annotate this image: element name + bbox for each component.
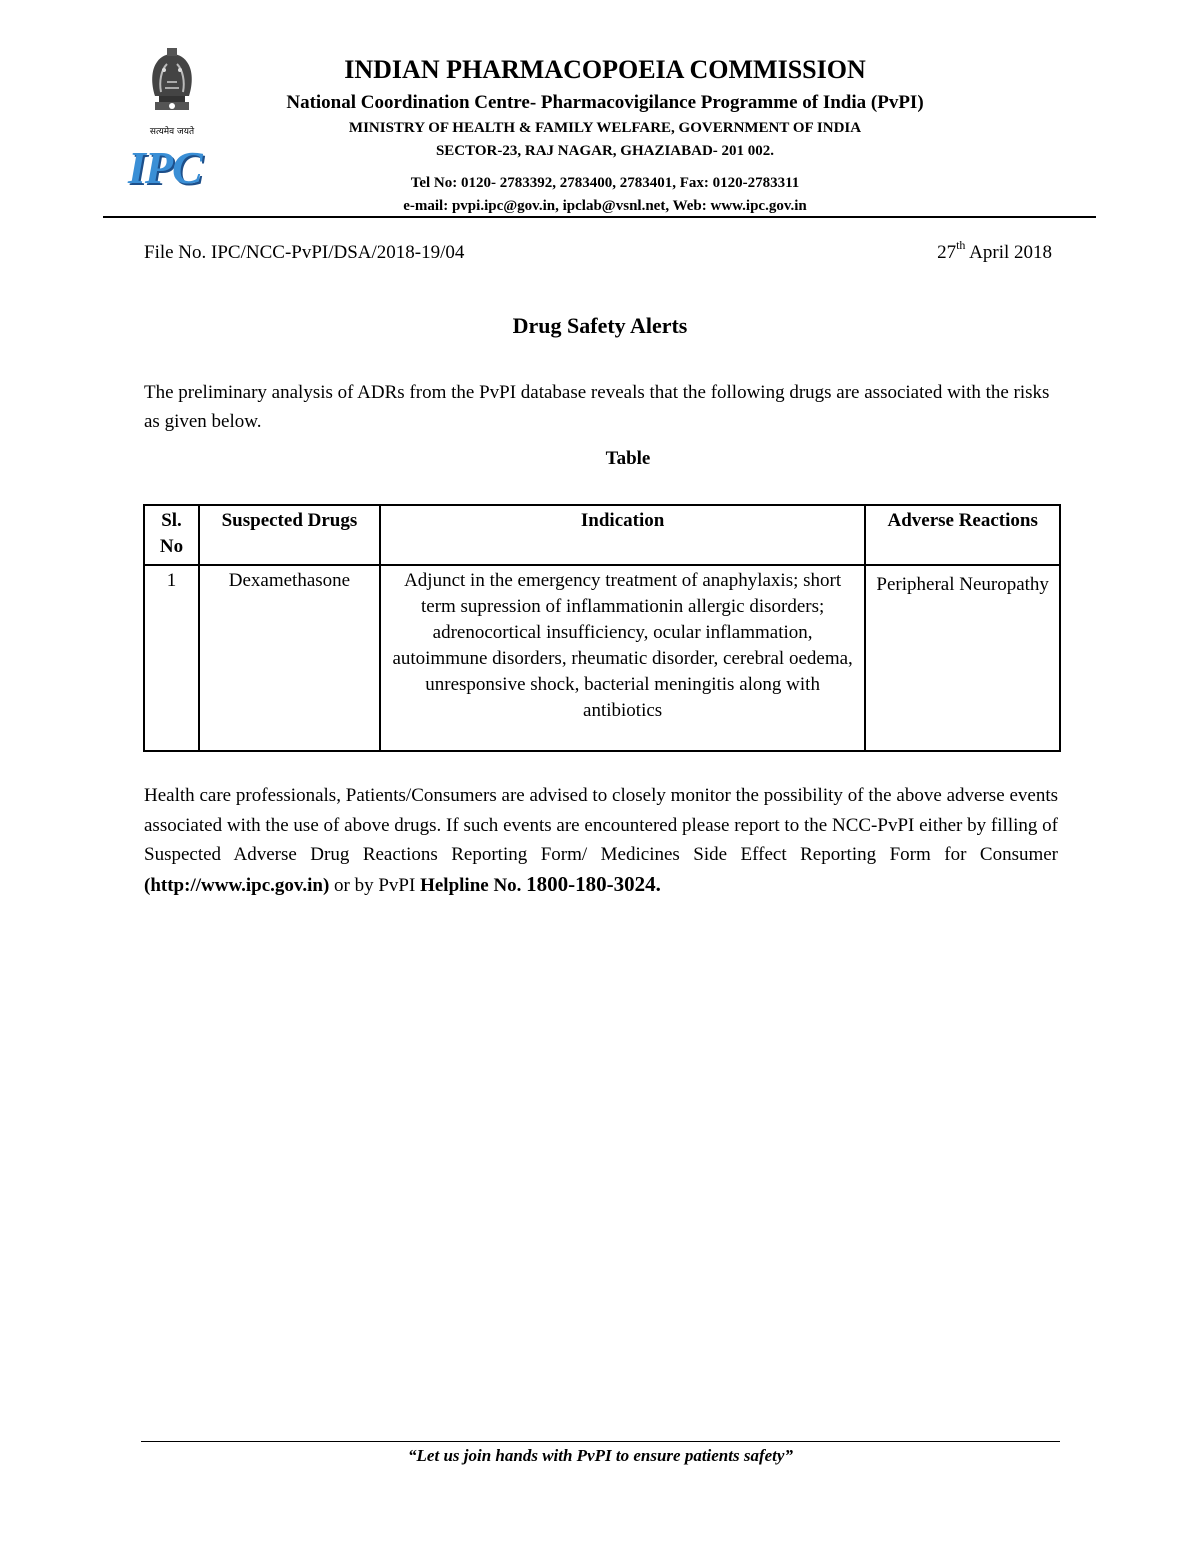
ipc-website-link[interactable]: (http://www.ipc.gov.in) bbox=[144, 874, 330, 896]
footer-quote: “Let us join hands with PvPI to ensure patients safety” bbox=[408, 1446, 793, 1465]
cell-adverse-reaction: Peripheral Neuropathy bbox=[865, 565, 1060, 751]
file-number: File No. IPC/NCC-PvPI/DSA/2018-19/04 bbox=[144, 242, 465, 263]
letterhead bbox=[0, 0, 1200, 220]
emblem-motto: सत्यमेव जयते bbox=[149, 127, 195, 137]
cell-sl-no: 1 bbox=[144, 565, 199, 751]
cell-drug: Dexamethasone bbox=[199, 565, 380, 751]
date-day: 27 bbox=[937, 242, 957, 263]
phone-fax-line: Tel No: 0120- 2783392, 2783400, 2783401, Fax: 0120-2783311 bbox=[410, 175, 800, 191]
ipc-logo bbox=[128, 144, 220, 192]
organization-subtitle: National Coordination Centre- Pharmacovigilance Programme of India (PvPI) bbox=[286, 92, 924, 113]
date-month-year: April 2018 bbox=[965, 242, 1052, 263]
table-header-row bbox=[144, 505, 1060, 565]
document-date bbox=[937, 237, 1052, 266]
file-reference-row bbox=[144, 237, 1052, 268]
date-suffix: th bbox=[956, 237, 966, 252]
table-row bbox=[144, 565, 1060, 751]
national-emblem-icon bbox=[137, 44, 207, 140]
header-adverse-reactions: Adverse Reactions bbox=[865, 505, 1060, 565]
drug-alerts-table bbox=[143, 504, 1061, 752]
organization-title: INDIAN PHARMACOPOEIA COMMISSION bbox=[344, 55, 866, 84]
header-divider bbox=[103, 216, 1096, 218]
document-title: Drug Safety Alerts bbox=[512, 313, 688, 338]
advice-end: . bbox=[655, 871, 661, 896]
advice-text: Health care professionals, Patients/Consumers are advised to closely monitor the possibility of the above adverse events associated with the use of above drugs. If such events are encountered please report to the NCC-PvPI either by filling of Suspected Adverse Drug Reactions Reporting Form/ Medicines Side Effect Reporting Form for Consumer bbox=[144, 785, 1058, 865]
advice-middle: or by PvPI bbox=[329, 874, 421, 896]
cell-indication: Adjunct in the emergency treatment of anaphylaxis; short term supression of inflammationin allergic disorders; adrenocortical insufficiency, ocular inflammation, autoimmune disorders, rheumatic disorder, cerebral oedema, unresponsive shock, bacterial meningitis along with antibiotics bbox=[380, 565, 866, 751]
email-web-line: e-mail: pvpi.ipc@gov.in, ipclab@vsnl.net, Web: www.ipc.gov.in bbox=[403, 198, 807, 214]
header-suspected-drugs: Suspected Drugs bbox=[199, 505, 380, 565]
header-sl-no: Sl. No bbox=[144, 505, 199, 565]
intro-paragraph: The preliminary analysis of ADRs from the PvPI database reveals that the following drugs are associated with the risks as given below. bbox=[144, 382, 1050, 432]
footer-divider bbox=[141, 1441, 1060, 1442]
helpline-label: Helpline No. bbox=[420, 874, 522, 896]
table-caption: Table bbox=[605, 448, 651, 469]
ipc-logo-text: IPC bbox=[128, 142, 202, 193]
address-line: SECTOR-23, RAJ NAGAR, GHAZIABAD- 201 002. bbox=[435, 143, 775, 159]
advice-paragraph bbox=[144, 781, 1058, 900]
header-indication: Indication bbox=[380, 505, 866, 565]
helpline-number: 1800-180-3024 bbox=[526, 871, 656, 896]
ministry-line: MINISTRY OF HEALTH & FAMILY WELFARE, GOVERNMENT OF INDIA bbox=[348, 120, 862, 136]
